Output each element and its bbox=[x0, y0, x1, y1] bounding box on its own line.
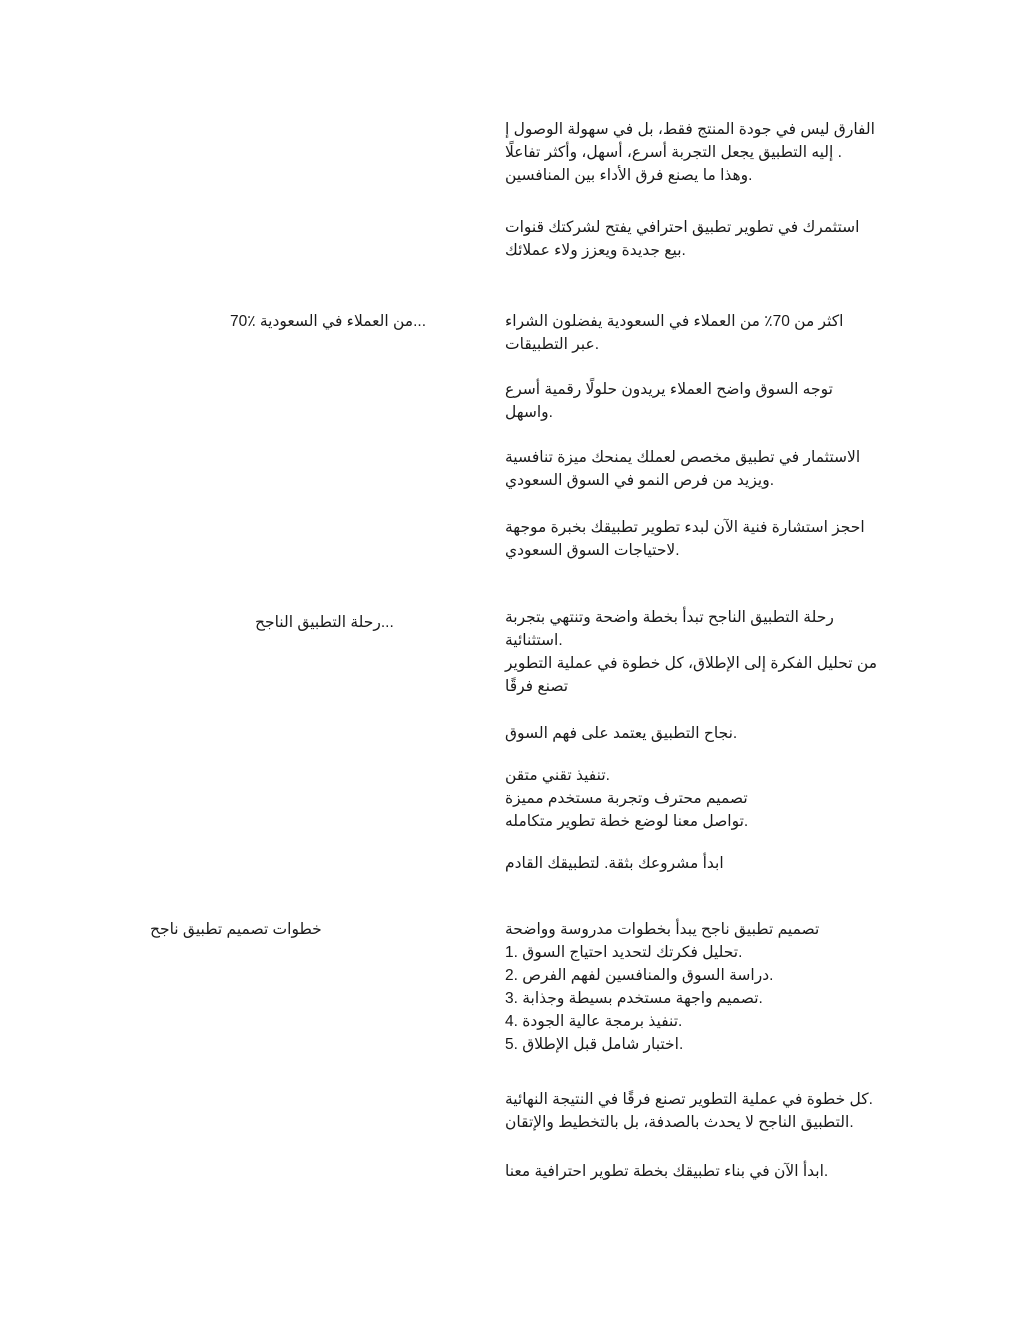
section-3-paragraph-3: تنفيذ تقني متقن. تصميم محترف وتجربة مستخدم مميزة تواصل معنا لوضع خطة تطوير متكامله. bbox=[505, 767, 749, 830]
section-1-paragraph-1: الفارق ليس في جودة المنتج فقط، بل في سهولة الوصول إ إليه التطبيق يجعل التجربة أسرع، أسهل، وأكثر تفاعلًا . وهذا ما يصنع فرق الأداء بين المنافسين. bbox=[505, 121, 875, 184]
section-2-paragraph-2: توجه السوق واضح العملاء يريدون حلولًا رقمية أسرع واسهل. bbox=[505, 381, 833, 421]
section-3-label: رحلة التطبيق الناجح... bbox=[255, 614, 394, 631]
section-3-paragraph-1: رحلة التطبيق الناجح تبدأ بخطة واضحة وتنتهي بتجربة استثنائية. من تحليل الفكرة إلى الإطلاق، كل خطوة في عملية التطوير تصنع فرقًا bbox=[505, 609, 878, 695]
section-4-paragraph-2: كل خطوة في عملية التطوير تصنع فرقًا في النتيجة النهائية. التطبيق الناجح لا يحدث بالصدفة، بل بالتخطيط والإتقان. bbox=[505, 1091, 873, 1131]
section-4-label: خطوات تصميم تطبيق ناجح bbox=[150, 921, 322, 938]
section-1-paragraph-2: استثمرك في تطوير تطبيق احترافي يفتح لشركتك قنوات بيع جديدة ويعزز ولاء عملائك. bbox=[505, 219, 860, 259]
section-2-paragraph-1: اكثر من 70٪ من العملاء في السعودية يفضلون الشراء عبر التطبيقات. bbox=[505, 313, 844, 353]
section-4-paragraph-3: ابدأ الآن في بناء تطبيقك بخطة تطوير احترافية معنا. bbox=[505, 1163, 829, 1180]
section-2-paragraph-4: احجز استشارة فنية الآن لبدء تطوير تطبيقك بخبرة موجهة لاحتياجات السوق السعودي. bbox=[505, 519, 865, 559]
section-2-label: 70٪ من العملاء في السعودية... bbox=[230, 313, 427, 330]
section-3-paragraph-4: ابدأ مشروعك بثقة. لتطبيقك القادم bbox=[505, 855, 724, 872]
section-4-paragraph-1: تصميم تطبيق ناجح يبدأ بخطوات مدروسة وواضحة 1. تحليل فكرتك لتحديد احتياج السوق. 2. دراسة السوق والمنافسين لفهم الفرص. 3. تصميم واجهة مستخدم بسيطة وجذابة. 4. تنفيذ برمجة عالية الجودة. 5. اختبار شامل قبل الإطلاق. bbox=[505, 921, 820, 1053]
section-3-paragraph-2: نجاح التطبيق يعتمد على فهم السوق. bbox=[505, 725, 738, 742]
section-2-paragraph-3: الاستثمار في تطبيق مخصص لعملك يمنحك ميزة تنافسية ويزيد من فرص النمو في السوق السعودي. bbox=[505, 449, 861, 489]
